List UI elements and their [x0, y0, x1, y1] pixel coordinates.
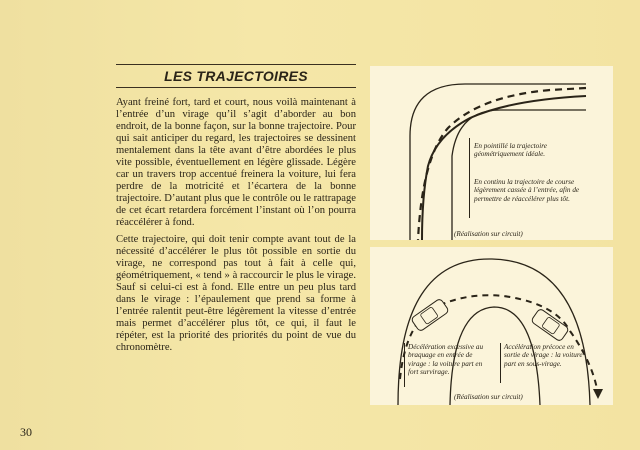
diagram1-dotted-trajectory [418, 88, 586, 240]
diagram1-caption-bar [469, 138, 470, 218]
title-block [116, 64, 356, 88]
paragraph-2: Cette trajectoire, qui doit tenir compte avant tout de la nécessité d’accélérer le plus tôt possible en sortie du virage, ne correspond pas tout à fait à celle qui, géométriquement, « tend » à raccourcir le plus le virage. Sauf si celui-ci est à fond. Elle entre un peu plus tard dans le virage : l’épaulement que prend sa forme à l’entrée ralentit peut-être légèrement la vitesse d’entrée mais permet d’accélérer plus tôt, ce qui, il faut le répéter, est la priorité des priorités du point de vue du chronomètre. [116, 233, 356, 353]
page-title: LES TRAJECTOIRES [164, 68, 308, 84]
page-number: 30 [20, 425, 32, 439]
diagram2-right-car [531, 308, 570, 342]
diagram2-drawing [370, 247, 613, 405]
diagram-trajectory-ideal [370, 66, 613, 240]
diagram-oversteer-understeer [370, 247, 613, 405]
title-bottom-rule [116, 87, 356, 88]
diagram1-inner-edge [452, 110, 586, 240]
diagram1-solid-trajectory [422, 96, 586, 240]
diagram2-caption-left: Décélération excessive au braquage en entrée de virage : la voiture part en fort survirage. [408, 343, 484, 377]
body-text [116, 97, 356, 358]
diagram2-left-bar [404, 343, 405, 387]
diagram2-right-bar [500, 343, 501, 383]
diagram2-credit: (Réalisation sur circuit) [454, 393, 523, 401]
diagram2-arrowhead [593, 389, 603, 399]
diagram2-caption-right: Accélération précoce en sortie de virage : la voiture part en sous-virage. [504, 343, 583, 368]
diagram1-caption-dotted: En pointillé la trajectoire géométriquement idéale. [474, 142, 547, 159]
diagram1-credit: (Réalisation sur circuit) [454, 230, 523, 238]
paragraph-1: Ayant freiné fort, tard et court, nous voilà maintenant à l’entrée d’un virage qu’il s’agit d’aborder au bon endroit, de la bonne façon, sur la bonne trajectoire. Pour qui sait anticiper du regard, les trajectoires se dessinent mentalement dans la tête avant d’être abordées le plus vite possible, éventuellement en légère glissade. Légère car un travers trop accentué freinera la voiture, lui fera perdre de la motricité et l’écartera de la bonne trajectoire. D’autant plus que le contrôle ou le rattrapage de cet écart retardera forcément l’instant où l’on pourra réaccélérer à fond. [116, 97, 356, 229]
diagram1-caption-solid: En continu la trajectoire de course légèrement cassée à l’entrée, afin de permettre de réaccélérer plus tôt. [474, 178, 580, 203]
